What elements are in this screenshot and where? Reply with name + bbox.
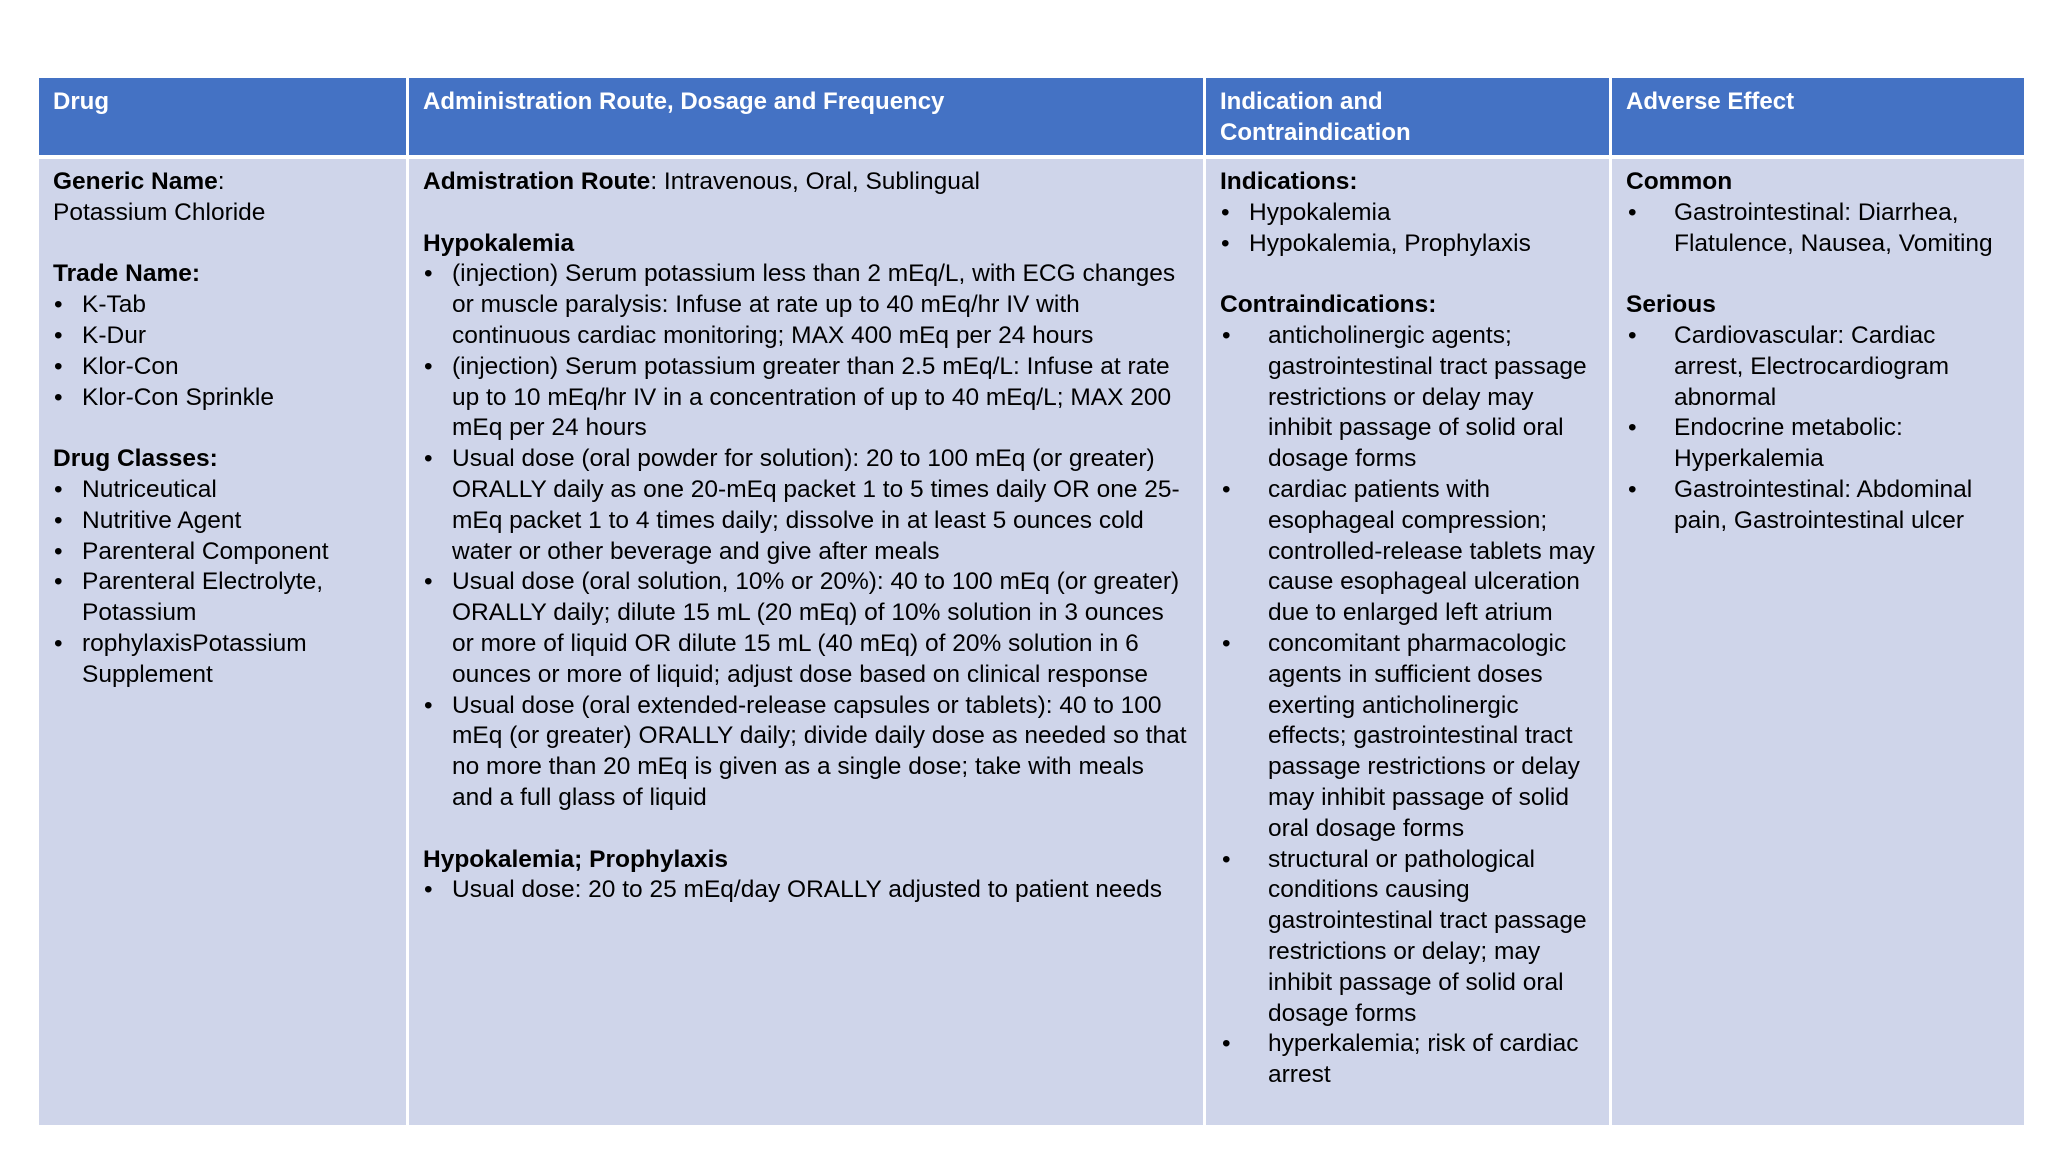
list-item: • Nutritive Agent xyxy=(53,506,392,537)
list-item: • K-Tab xyxy=(53,290,392,321)
indication-cell xyxy=(1206,159,1609,1125)
header-indication xyxy=(1206,78,1609,155)
list-item: • Hypokalemia xyxy=(1220,198,1595,229)
list-item: • (injection) Serum potassium less than 2 mEq/L, with ECG changes or muscle paralysis: Infuse at rate up to 40 mEq/hr IV with continuous cardiac monitoring; MAX 400 mEq per 24 hours xyxy=(423,259,1189,351)
list-item: • Usual dose (oral extended-release capsules or tablets): 40 to 100 mEq (or greater) ORALLY daily; divide daily dose as needed so that no more than 20 mEq is given as a single dose; take with meals and a full glass of liquid xyxy=(423,691,1189,814)
list-item: • Parenteral Component xyxy=(53,537,392,568)
generic-name-label: Generic Name xyxy=(53,168,218,195)
list-item: • Usual dose (oral powder for solution): 20 to 100 mEq (or greater) ORALLY daily as one 20-mEq packet 1 to 5 times daily OR one 25-mEq packet 1 to 4 times daily; dissolve in at least 5 ounces cold water or other beverage and give after meals xyxy=(423,444,1189,567)
header-adverse-label: Adverse Effect xyxy=(1626,88,1795,115)
list-item: • Endocrine metabolic: Hyperkalemia xyxy=(1626,413,2010,475)
list-item: • concomitant pharmacologic agents in sufficient doses exerting anticholinergic effects; gastrointestinal tract passage restrictions or delay may inhibit passage of solid oral dosage forms xyxy=(1220,629,1595,845)
list-item: • Usual dose: 20 to 25 mEq/day ORALLY adjusted to patient needs xyxy=(423,875,1189,906)
header-administration xyxy=(409,78,1203,155)
list-item: • Gastrointestinal: Abdominal pain, Gastrointestinal ulcer xyxy=(1626,475,2010,537)
header-drug xyxy=(39,78,406,155)
common-label: Common xyxy=(1626,168,1733,195)
list-item: • Klor-Con xyxy=(53,352,392,383)
drug-cell xyxy=(39,159,406,1125)
list-item: • Cardiovascular: Cardiac arrest, Electrocardiogram abnormal xyxy=(1626,321,2010,413)
header-drug-label: Drug xyxy=(53,88,109,115)
list-item: • rophylaxisPotassium Supplement xyxy=(53,629,392,691)
list-item: • structural or pathological conditions causing gastrointestinal tract passage restrictions or delay; may inhibit passage of solid oral dosage forms xyxy=(1220,845,1595,1030)
serious-label: Serious xyxy=(1626,291,1716,319)
generic-name-colon: : xyxy=(217,168,225,195)
list-item: • Nutriceutical xyxy=(53,475,392,506)
header-administration-label: Administration Route, Dosage and Frequency xyxy=(423,88,945,115)
contraindications-list xyxy=(1220,321,1595,1091)
trade-name-label: Trade Name: xyxy=(53,260,201,288)
generic-name-line xyxy=(53,167,392,198)
indications-list xyxy=(1220,198,1595,260)
list-item: • Parenteral Electrolyte, Potassium xyxy=(53,567,392,629)
header-indication-line1: Indication and xyxy=(1220,88,1383,115)
route-label: Admistration Route xyxy=(423,168,651,195)
list-item: • Klor-Con Sprinkle xyxy=(53,383,392,414)
administration-cell xyxy=(409,159,1203,1125)
adverse-cell xyxy=(1612,159,2024,1125)
indications-label: Indications: xyxy=(1220,168,1358,195)
list-item: • Hypokalemia, Prophylaxis xyxy=(1220,229,1595,260)
drug-classes-list xyxy=(53,475,392,691)
prophylaxis-title: Hypokalemia; Prophylaxis xyxy=(423,845,729,873)
list-item: • K-Dur xyxy=(53,321,392,352)
hypokalemia-dose-list xyxy=(423,259,1189,813)
contraindications-label: Contraindications: xyxy=(1220,291,1437,319)
prophylaxis-dose-list xyxy=(423,875,1189,906)
list-item: • cardiac patients with esophageal compression; controlled-release tablets may cause esophageal ulceration due to enlarged left atrium xyxy=(1220,475,1595,629)
common-effects-list xyxy=(1626,198,2010,260)
route-line xyxy=(423,167,1189,198)
hypokalemia-title: Hypokalemia xyxy=(423,229,575,257)
list-item: • Gastrointestinal: Diarrhea, Flatulence, Nausea, Vomiting xyxy=(1626,198,2010,260)
serious-effects-list xyxy=(1626,321,2010,537)
drug-classes-label: Drug Classes: xyxy=(53,445,218,473)
route-value: : Intravenous, Oral, Sublingual xyxy=(650,168,980,195)
list-item: • hyperkalemia; risk of cardiac arrest xyxy=(1220,1029,1595,1091)
list-item: • (injection) Serum potassium greater than 2.5 mEq/L: Infuse at rate up to 10 mEq/hr IV in a concentration of up to 40 mEq/L; MAX 200 mEq per 24 hours xyxy=(423,352,1189,444)
trade-name-list xyxy=(53,290,392,413)
header-adverse xyxy=(1612,78,2024,155)
header-indication-line2: Contraindication xyxy=(1220,119,1411,146)
list-item: • Usual dose (oral solution, 10% or 20%): 40 to 100 mEq (or greater) ORALLY daily; dilute 15 mL (20 mEq) of 10% solution in 3 ounces or more of liquid OR dilute 15 mL (40 mEq) of 20% solution in 6 ounces or more of liquid; adjust dose based on clinical response xyxy=(423,567,1189,690)
generic-name-value: Potassium Chloride xyxy=(53,198,266,226)
drug-table xyxy=(39,78,2018,1125)
list-item: • anticholinergic agents; gastrointestinal tract passage restrictions or delay may inhibit passage of solid oral dosage forms xyxy=(1220,321,1595,475)
